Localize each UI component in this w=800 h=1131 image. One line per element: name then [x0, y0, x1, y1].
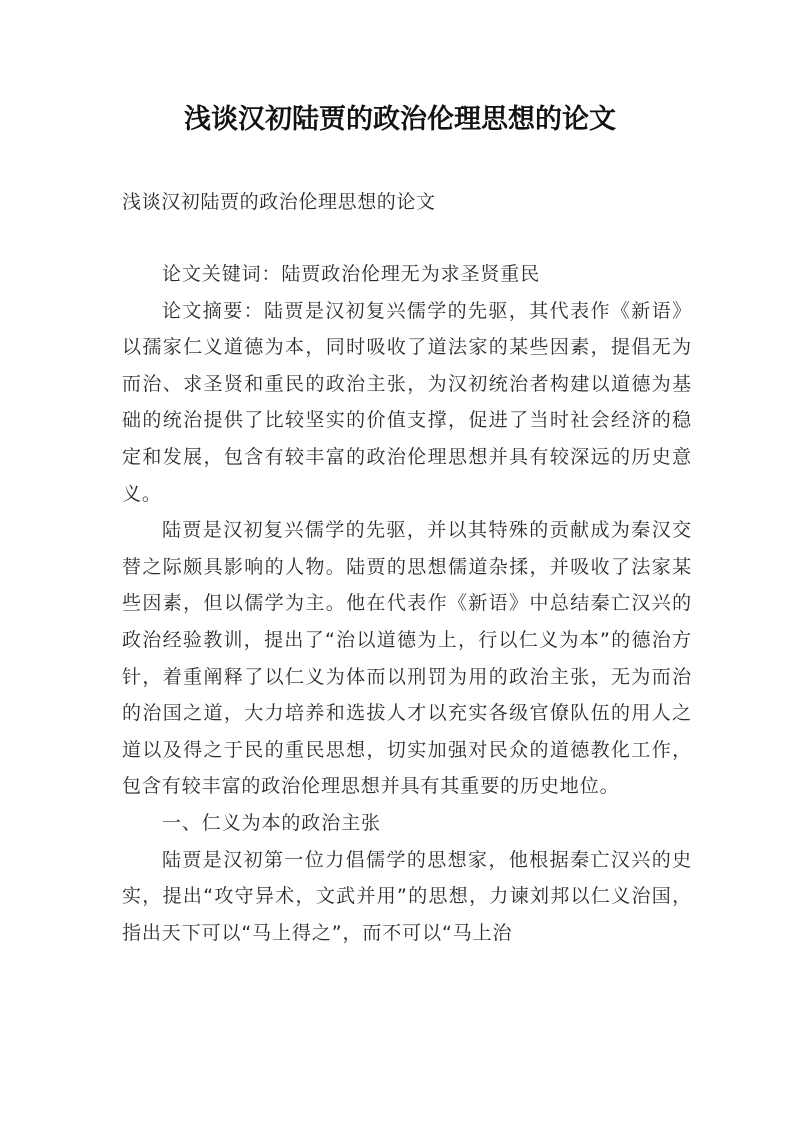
intro-paragraph: 陆贾是汉初复兴儒学的先驱，并以其特殊的贡献成为秦汉交替之际颇具影响的人物。陆贾的思想儒道杂揉，并吸收了法家某些因素，但以儒学为主。他在代表作《新语》中总结秦亡汉兴的政治经验教训，提出了“治以道德为上，行以仁义为本”的德治方针，着重阐释了以仁义为体而以刑罚为用的政治主张，无为而治的治国之道，大力培养和选拔人才以充实各级官僚队伍的用人之道以及得之于民的重民思想，切实加强对民众的道德教化工作，包含有较丰富的政治伦理思想并具有其重要的历史地位。	[122, 519, 692, 798]
abstract-paragraph: 论文摘要：陆贾是汉初复兴儒学的先驱，其代表作《新语》以孺家仁义道德为本，同时吸收了道法家的某些因素，提倡无为而治、求圣贤和重民的政治主张，为汉初统治者构建以道德为基础的统治提供了比较坚实的价值支撑，促进了当时社会经济的稳定和发展，包含有较丰富的政治伦理思想并具有较深远的历史意义。	[122, 299, 692, 505]
document-title: 浅谈汉初陆贾的政治伦理思想的论文	[184, 104, 616, 135]
keywords-paragraph: 论文关键词：陆贾政治伦理无为求圣贤重民	[162, 263, 541, 285]
section-paragraph: 陆贾是汉初第一位力倡儒学的思想家，他根据秦亡汉兴的史实，提出“攻守异术，文武并用”的思想，力谏刘邦以仁义治国，指出天下可以“马上得之”，而不可以“马上治	[122, 848, 692, 944]
document-body	[122, 256, 692, 951]
document-subtitle: 浅谈汉初陆贾的政治伦理思想的论文	[122, 191, 436, 213]
section-heading: 一、仁义为本的政治主张	[162, 811, 381, 834]
